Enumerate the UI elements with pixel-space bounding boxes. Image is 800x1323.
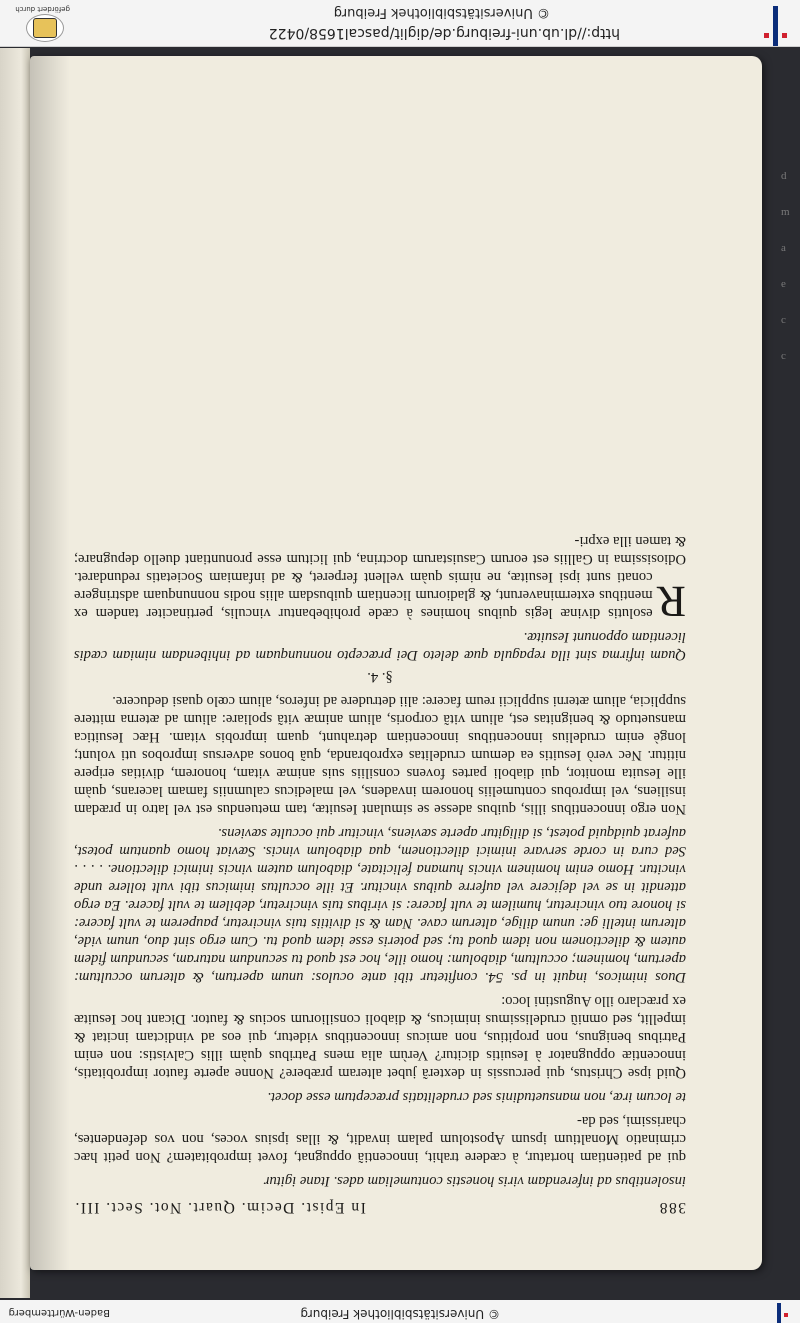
document-url[interactable]: http://dl.ub.uni-freiburg.de/diglit/pascal1658/0422: [268, 25, 620, 41]
text-block: Non ergo innocentibus illis, quibus adesse se simulant Iesuitæ, tam metuendus est vel latro in prædam insiliens, vel improbus contumeliis honorem invadens, vel maledicus calumniis famam lacerans, quàm ille Iesuita monitor, qui diaboli partes fovens consiliis suis animæ vitam, honorem, divitias eripere nititur. Nec verò Iesuitis ea demum crudelitas exprobranda, quã bonos adversus improbos uti volunt; longè enim crudelius innocentibus innocentiam detrahunt, quam improbis vitam. Hæc Iesuitica mansuetudo & benignitas est, alium vitã corporis, alium animæ vitã spoliare: alium ad æterna mittere supplicia, alium æterni supplicii reum facere: alii detrudere ad inferos, alium cœlo quasi deducere.: [74, 693, 686, 817]
page-text-rotated: [74, 116, 686, 1216]
funder-flag-icon: [768, 1303, 790, 1323]
drop-cap: R: [656, 577, 686, 626]
facing-page-edge: [0, 48, 30, 1298]
text-block: qui ad patientiam hortatur, à cædere trahit, innocentiã oppugnat, fovet improbitatem? Non petit hæc criminatio Monaltium ipsum Apostolum palam invadit, & illas ipsius voces, non vos defendentes, charissimi, sed da-: [74, 1113, 686, 1165]
scanned-page: [30, 56, 762, 1270]
section-heading: §. 4.: [367, 669, 393, 685]
page-number: 388: [658, 1199, 686, 1216]
gutter-shadow: [30, 56, 70, 1270]
copyright-notice: © Universitätsbibliothek Freiburg: [333, 5, 550, 20]
text-block: insolentibus ad inferendam viris honestis contumeliam ades. Itane igitur: [263, 1173, 686, 1189]
running-head-title: In Epist. Decim. Quart. Not. Sect. III.: [74, 1199, 366, 1216]
footer-funder: Baden-Württemberg: [8, 1307, 110, 1318]
library-logo-icon: [26, 14, 64, 42]
quotation-block: Duos inimicos, inquit in ps. 54. confitetur tibi ante oculos: unum apertum, & alterum occultum: apertum, hominem; occultum, diabolum: homo ille, hoc est quod tu secundum naturam, secundum fidem autem & dilectionem non idem quod tu; sed poteris esse idem quod tu. Cum ergo sint duo, unum vide, alterum intelli ge: unum dilige, alterum cave. Nam & si divitiis tuis vinciretur, pauperem te vult facere: si honore tuo vinciretur, humilem te vult facere: si viribus tuis vinciretur, debilem te vult facere. Ea ergo attendit in se vel dejicere vel auferre quibus vincitur. Et ille occultus inimicus tibi vult tollere unde vincitur. Homo enim hominem vincis humana felicitate, diabolum autem vincis inimici dilectione. . . . . Sed cura in corde servare inimici dilectionem, qua diabolum vincis. Sæviat homo quantum potest, auferat quidquid potest, si diligitur aperte sæviens, vincitur qui occulte sæviens.: [74, 825, 686, 985]
logo-caption: gefördert durch: [15, 5, 70, 13]
text-block: te locum iræ, non mansuetudinis sed crudelitatis præceptum esse docet.: [267, 1089, 686, 1105]
funder-flag-icon: [760, 6, 790, 46]
footer-copyright: © Universitätsbibliothek Freiburg: [300, 1307, 500, 1321]
text-block: Quid ipse Christus, qui percussis in dexterã jubet alteram præbere? Nonne aperte fautor improbitatis, innocentiæ oppugnator à Iesuitis dicitur? Verùm alia mens Patribus quàm illis Calvistis: non enim Patribus benignus, non propitius, non amicus innocentibus videtur, qui eos ad vindictam incitat & impellit, sed omniũ crudelissimus inimicus, & diaboli consiliorum socius & fautor. Dicant hoc Iesuitæ ex præclaro illo Augustini loco:: [74, 993, 686, 1081]
viewer-header: [0, 0, 800, 47]
section-summary: Quam infirma sint illa repagula quæ deleto Dei præcepto nonnunquam ad inhibendam nimiam cædis licentiam opponunt Iesuitæ.: [74, 629, 686, 663]
text-block-initial: [74, 532, 686, 626]
viewer-footer: [0, 1300, 800, 1323]
next-page-edge: d m a e c c: [781, 170, 790, 362]
text-block: esolutis divinæ legis quibus homines à cæde prohibebantur vinculis, pertinaciter tandem ex mentibus exterminaverunt, & gladiorum licentiam quibusdam aliis nodis nonnunquam adstringere conati sunt ipsi Iesuitæ, ne nimis quàm vellent ferperet, & ad infamiam Societatis redundaret. Odiosissima in Galliis est eorum Casuistarum doctrina, qui licitum esse pronuntiant duello depugnare; & tamen illa expri-: [74, 533, 686, 621]
running-head: [74, 1198, 686, 1216]
